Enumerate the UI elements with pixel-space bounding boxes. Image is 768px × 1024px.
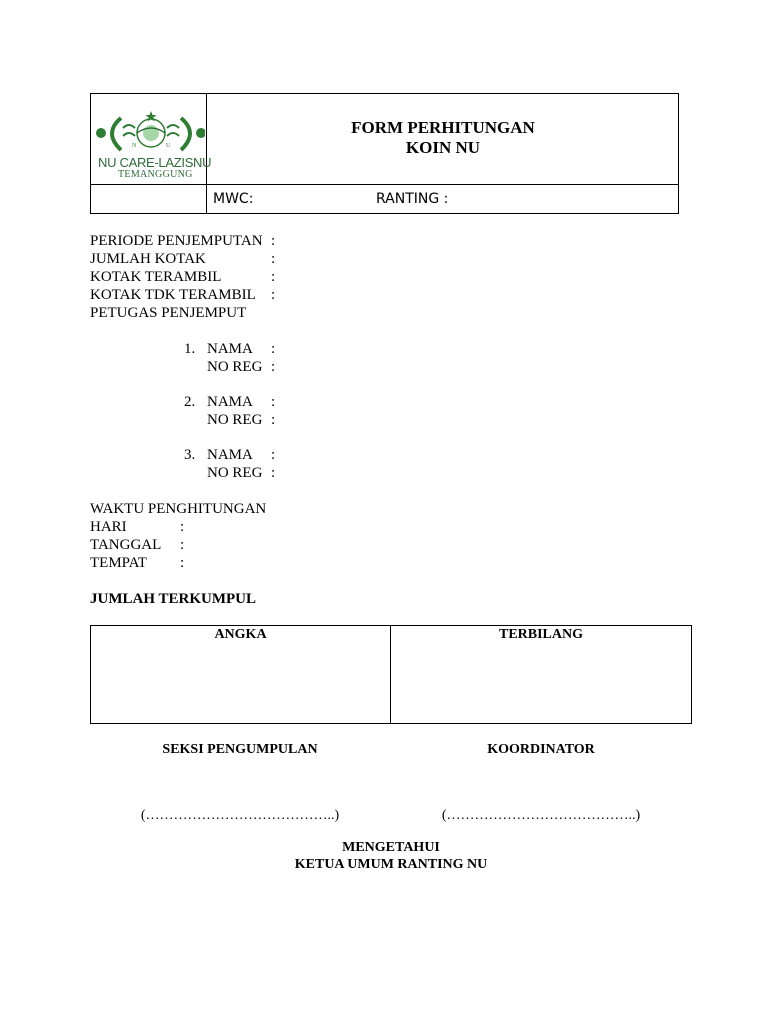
petugas-2-noreg: NO REG bbox=[207, 412, 263, 428]
jumlah-table bbox=[90, 625, 692, 724]
field-kotak-terambil: KOTAK TERAMBIL bbox=[90, 269, 222, 285]
column-angka: ANGKA bbox=[214, 627, 267, 642]
header-table bbox=[90, 93, 679, 214]
field-kotak-tdk-terambil: KOTAK TDK TERAMBIL bbox=[90, 287, 256, 303]
ketua-label: KETUA UMUM RANTING NU bbox=[294, 857, 488, 872]
petugas-1-noreg-colon: : bbox=[271, 359, 276, 375]
form-title bbox=[207, 118, 679, 158]
field-periode-colon: : bbox=[271, 233, 276, 249]
form-title-line2: KOIN NU bbox=[405, 138, 481, 157]
waktu-tempat: TEMPAT bbox=[90, 555, 147, 571]
petugas-2-nama-colon: : bbox=[271, 394, 276, 410]
field-jumlah-kotak-colon: : bbox=[271, 251, 276, 267]
field-kotak-terambil-colon: : bbox=[271, 269, 276, 285]
waktu-tempat-colon: : bbox=[180, 555, 185, 571]
field-kotak-tdk-terambil-colon: : bbox=[271, 287, 276, 303]
petugas-3-noreg: NO REG bbox=[207, 465, 263, 481]
ranting-label: RANTING : bbox=[376, 191, 449, 207]
waktu-hari: HARI bbox=[90, 519, 127, 535]
mwc-label: MWC: bbox=[213, 191, 254, 207]
waktu-tanggal-colon: : bbox=[180, 537, 185, 553]
koordinator-title: KOORDINATOR bbox=[487, 742, 595, 757]
petugas-1-number: 1. bbox=[184, 341, 196, 357]
petugas-3-noreg-colon: : bbox=[271, 465, 276, 481]
petugas-2-number: 2. bbox=[184, 394, 196, 410]
seksi-signature-line: (…………………………………..) bbox=[140, 808, 340, 823]
waktu-tanggal: TANGGAL bbox=[90, 537, 162, 553]
waktu-hari-colon: : bbox=[180, 519, 185, 535]
petugas-2-noreg-colon: : bbox=[271, 412, 276, 428]
form-title-line1: FORM PERHITUNGAN bbox=[351, 118, 535, 137]
waktu-heading: WAKTU PENGHITUNGAN bbox=[90, 501, 267, 517]
header-divider-horizontal bbox=[91, 184, 678, 185]
seksi-pengumpulan-title: SEKSI PENGUMPULAN bbox=[162, 742, 318, 757]
svg-text:N: N bbox=[132, 143, 137, 149]
field-periode: PERIODE PENJEMPUTAN bbox=[90, 233, 263, 249]
petugas-1-noreg: NO REG bbox=[207, 359, 263, 375]
jumlah-heading: JUMLAH TERKUMPUL bbox=[90, 591, 256, 607]
petugas-2-nama: NAMA bbox=[207, 394, 253, 410]
field-petugas-penjemput: PETUGAS PENJEMPUT bbox=[90, 305, 247, 321]
column-terbilang: TERBILANG bbox=[498, 627, 584, 642]
logo-text: NU CARE-LAZISNU bbox=[98, 155, 212, 170]
petugas-1-nama-colon: : bbox=[271, 341, 276, 357]
petugas-3-nama-colon: : bbox=[271, 447, 276, 463]
field-jumlah-kotak: JUMLAH KOTAK bbox=[90, 251, 206, 267]
petugas-3-nama: NAMA bbox=[207, 447, 253, 463]
koordinator-signature-line: (…………………………………..) bbox=[441, 808, 641, 823]
petugas-1-nama: NAMA bbox=[207, 341, 253, 357]
mengetahui-label: MENGETAHUI bbox=[342, 840, 440, 855]
svg-text:U: U bbox=[166, 143, 171, 149]
logo-subtext: TEMANGGUNG bbox=[118, 169, 193, 180]
petugas-3-number: 3. bbox=[184, 447, 196, 463]
